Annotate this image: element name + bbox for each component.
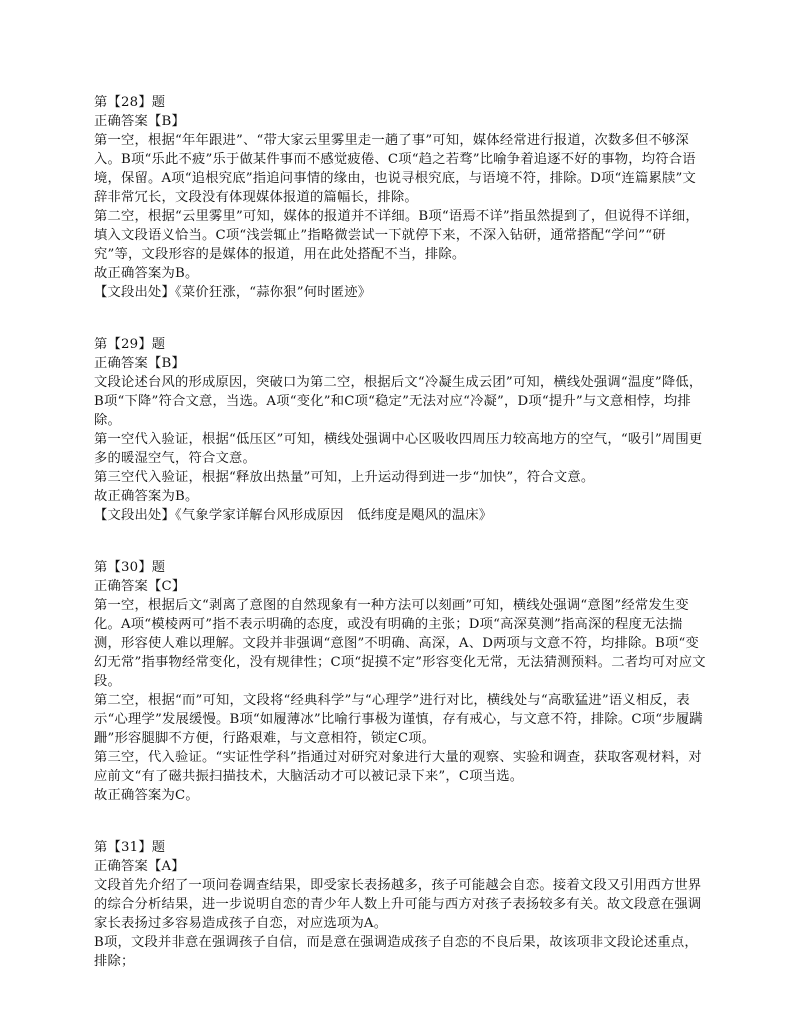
correct-answer: 正确答案【B】 — [94, 356, 185, 371]
explanation-paragraph: 文段论述台风的形成原因，突破口为第二空，根据后文“冷凝生成云团”可知，横线处强调“温度”降低，B项“下降”符合文意，当选。A项“变化”和C项“稳定”无法对应“冷凝”，D项“提升”与文意相悖，均排除。 — [94, 375, 703, 428]
explanation-paragraph: 第三空，代入验证。“实证性学科”指通过对研究对象进行大量的观察、实验和调查，获取客观材料，对应前文“有了磁共振扫描技术，大脑活动才可以被记录下来”，C项当选。 — [94, 750, 702, 784]
document-page — [94, 93, 708, 971]
question-heading: 第【30】题 — [94, 560, 166, 575]
explanation-paragraph: 第三空代入验证，根据“释放出热量”可知，上升运动得到进一步“加快”，符合文意。 — [94, 470, 595, 485]
source-line: 【文段出处】《气象学家详解台风形成原因 低纬度是飓风的温床》 — [94, 508, 493, 523]
explanation-paragraph: 文段首先介绍了一项问卷调查结果，即受家长表扬越多，孩子可能越会自恋。接着文段又引用西方世界的综合分析结果，进一步说明自恋的青少年人数上升可能与西方对孩子表扬较多有关。故文段意在强调家长表扬过多容易造成孩子自恋，对应选项为A。 — [94, 878, 702, 931]
question-29 — [94, 335, 708, 525]
question-heading: 第【29】题 — [94, 337, 166, 352]
source-line: 【文段出处】《菜价狂涨，“蒜你狠”何时匿迹》 — [94, 285, 372, 300]
question-heading: 第【31】题 — [94, 840, 166, 855]
conclusion-line: 故正确答案为B。 — [94, 489, 199, 504]
conclusion-line: 故正确答案为B。 — [94, 266, 199, 281]
correct-answer: 正确答案【B】 — [94, 114, 185, 129]
correct-answer: 正确答案【A】 — [94, 859, 185, 874]
explanation-paragraph: 第一空代入验证，根据“低压区”可知，横线处强调中心区吸收四周压力较高地方的空气，“吸引”周围更多的暖湿空气，符合文意。 — [94, 432, 703, 466]
question-30 — [94, 558, 708, 805]
question-heading: 第【28】题 — [94, 95, 166, 110]
question-28 — [94, 93, 708, 302]
explanation-paragraph: B项，文段并非意在强调孩子自信，而是意在强调造成孩子自恋的不良后果，故该项非文段论述重点，排除； — [94, 935, 698, 969]
explanation-paragraph: 第二空，根据“而”可知，文段将“经典科学”与“心理学”进行对比，横线处与“高歌猛进”语义相反，表示“心理学”发展缓慢。B项“如履薄冰”比喻行事极为谨慎，存有戒心，与文意不符，排除。C项“步履蹒跚”形容腿脚不方便，行路艰难，与文意相符，锁定C项。 — [94, 693, 703, 746]
question-31 — [94, 838, 708, 971]
explanation-paragraph: 第二空，根据“云里雾里”可知，媒体的报道并不详细。B项“语焉不详”指虽然提到了，但说得不详细，填入文段语义恰当。C项“浅尝辄止”指略微尝试一下就停下来，不深入钻研，通常搭配“学问”“研究”等，文段形容的是媒体的报道，用在此处搭配不当，排除。 — [94, 209, 699, 262]
correct-answer: 正确答案【C】 — [94, 579, 186, 594]
explanation-paragraph: 第一空，根据“年年跟进”、“带大家云里雾里走一趟了事”可知，媒体经常进行报道，次数多但不够深入。B项“乐此不疲”乐于做某件事而不感觉疲倦、C项“趋之若骛”比喻争着追逐不好的事物，均符合语境，保留。A项“追根究底”指追问事情的缘由，也说寻根究底，与语境不符，排除。D项“连篇累牍”文辞非常冗长，文段没有体现媒体报道的篇幅长，排除。 — [94, 133, 697, 205]
explanation-paragraph: 第一空，根据后文“剥离了意图的自然现象有一种方法可以刻画”可知，横线处强调“意图”经常发生变化。A项“模棱两可”指不表示明确的态度，或没有明确的主张；D项“高深莫测”指高深的程度无法揣测，形容使人难以理解。文段并非强调“意图”不明确、高深，A、D两项与文意不符，均排除。B项“变幻无常”指事物经常变化，没有规律性；C项“捉摸不定”形容变化无常，无法猜测预料。二者均可对应文段。 — [94, 598, 706, 689]
conclusion-line: 故正确答案为C。 — [94, 788, 199, 803]
